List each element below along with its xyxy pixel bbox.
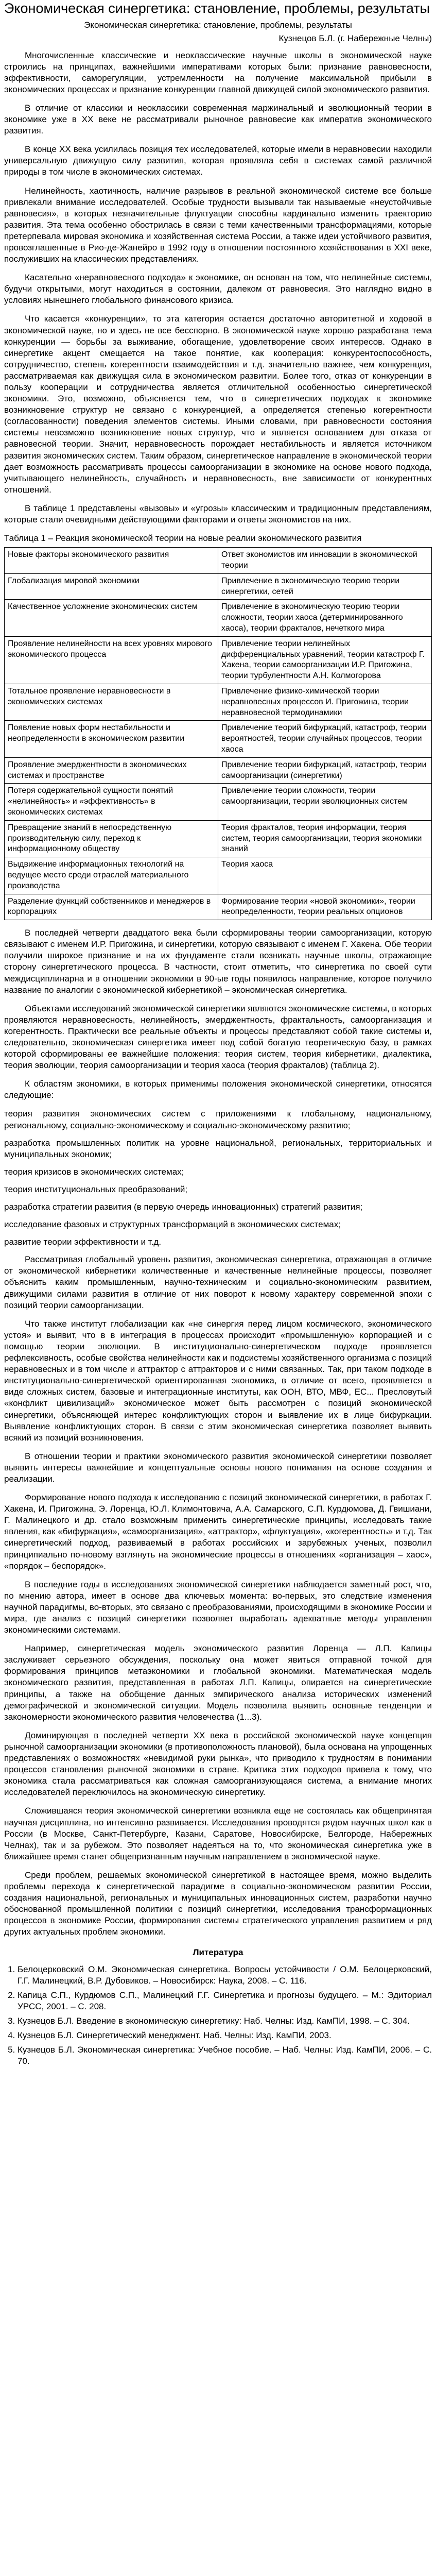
table-cell: Новые факторы экономического развития [5, 548, 218, 574]
paragraph: К областям экономики, в которых применимы положения экономической синергетики, относятся следующие: [4, 1079, 432, 1100]
table-cell: Формирование теории «новой экономики», теории неопределенности, теории реальных опционов [218, 894, 432, 920]
table-cell: Ответ экономистов им инновации в экономической теории [218, 548, 432, 574]
paragraph: Что также институт глобализации как «не синергия перед лицом космического, экономического устоя» и выявит, что в в интеграция в процессах происходит «промышленную» корпорацией и с помощью теории эволюции. В институционально-синергетическом подходе проявляется рефлексивность, особые свойства нелинейности как и подсистемы хозяйственного организма с позиций неравновесных и в том числе и аттрактор с аттракторов и с ними связанных. Так, при таком подходе в институционально-синергетической ориентированная экономика, в отличие от всего, проявляется в виде сложных систем, базовые и интеграционные институты, как ООН, ВТО, МВФ, ЕС... Пресловутый «конфликт цивилизаций» экономическое может быть рассмотрен с позиций экономической синергетики, объясняющей интерес конфликтующих сторон и выявление их в лице бифуркации. Выявление конфликтующих сторон. В связи с этим экономическая синергетика позволяет выявить всякий из позиций возникновения. [4, 1318, 432, 1443]
list-item: разработка стратегии развития (в первую очередь инновационных) стратегий развития; [4, 1202, 363, 1212]
table-cell: Потеря содержательной сущности понятий «нелинейность» и «эффективность» в экономических системах [5, 784, 218, 820]
paragraph: Например, синергетическая модель экономического развития Лоренца — Л.П. Капицы заслуживает серьезного обсуждения, поскольку она может явиться отправной точкой для формирования принципов метаэкономики и глобальной экономики. Математическая модель экономического развития, представленная в работах Л.П. Капицы, опирается на синергетические принципы, а также на обобщение данных эмпирического анализа исторических изменений демографической и экономической ситуации. Модель позволила выявить основные тенденции и закономерности экономического развития человечества (1...3). [4, 1643, 432, 1722]
paragraph: В отличие от классики и неоклассики современная маржинальный и эволюционный теории в экономике уже в XX веке не рассматривали рыночное равновесие как императив экономического развития. [4, 103, 432, 136]
table-row [5, 894, 432, 920]
references-title: Литература [193, 1947, 243, 1958]
table-cell: Теория хаоса [218, 857, 432, 894]
table-cell: Появление новых форм нестабильности и неопределенности в экономическом развитии [5, 721, 218, 757]
table-cell: Теория фракталов, теория информации, теория систем, теория самоорганизации, теория экономики знаний [218, 820, 432, 857]
paragraph: Касательно «неравновесного подхода» к экономике, он основан на том, что нелинейные системы, будучи открытыми, могут находиться в состоянии, далеком от равновесия. Это наглядно видно в условиях нынешнего глобального финансового кризиса. [4, 273, 432, 306]
table-caption: Таблица 1 – Реакция экономической теории на новые реалии экономического развития [4, 533, 362, 544]
paragraph: Многочисленные классические и неоклассические научные школы в экономической науке строились на принципах, важнейшими императивами которых были: признание равновесности, эффективности, саморегуляции, устремленности на получение максимальной прибыли в экономических процессах и признание конкуренции главной движущей силой экономического развития. [4, 50, 432, 94]
table-cell: Проявление эмерджентности в экономических системах и пространстве [5, 757, 218, 784]
paragraph: В конце XX века усилилась позиция тех исследователей, которые имели в неравновесии находили универсальную движущую силу развития, которая проявляла себя в системах самой различной природы в том числе в экономических системах. [4, 144, 432, 177]
table-cell: Выдвижение информационных технологий на ведущее место среди отраслей материального производства [5, 857, 218, 894]
reference-item: 3. Кузнецов Б.Л. Введение в экономическую синергетику: Наб. Челны: Изд. КамПИ, 1998. – С. 304. [18, 2015, 432, 2027]
table-row [5, 784, 432, 820]
paragraph: Формирование нового подхода к исследованию с позиций экономической синергетики, в работах Г. Хакена, И. Пригожина, Э. Лоренца, Ю.Л. Климонтовича, А.А. Самарского, С.П. Курдюмова, Д. Гвишиани, Г. Малинецкого и др. стало возможным применить синергетические принципы, исследовать такие явления, как «бифуркация», «самоорганизация», «аттрактор», «флуктуация», «когерентность» и т.д. Так синергетический подход, развиваемый в работах российских и зарубежных ученых, позволил принципиально по-новому взглянуть на экономические процессы в отношениях «организация – хаос», «порядок – беспорядок». [4, 1493, 432, 1571]
references-list [4, 1964, 432, 2067]
paragraph: В последние годы в исследованиях экономической синергетики наблюдается заметный рост, что, по мнению автора, имеет в основе два ключевых момента: во-первых, это следствие изменения научной парадигмы, во-вторых, это связано с преобразованиями, происходящими в экономике России и мира, где анализ с позиций синергетики позволяет выработать адекватные методы управления экономическими системами. [4, 1579, 432, 1635]
paragraph: Доминирующая в последней четверти XX века в российской экономической науке концепция рыночной самоорганизации экономики (в противоположность плановой), была основана на упрощенных представлениях о возможностях «невидимой руки рынка», что приводило к трудностям в понимании процессов становления рыночной экономики в стране. Критика этих подходов привела к тому, что экономика стала рассматриваться как сложная самоорганизующаяся система, а внимание многих исследователей переключилось на экономическую синергетику. [4, 1730, 432, 1798]
table-row [5, 600, 432, 636]
paragraph: В таблице 1 представлены «вызовы» и «угрозы» классическим и традиционным представлениям, которые стали очевидными действующими факторами и ответы экономистов на них. [4, 503, 432, 525]
table-cell: Привлечение физико-химической теории неравновесных процессов И. Пригожина, теории неравновесной термодинамики [218, 684, 432, 721]
table-cell: Привлечение в экономическую теорию теории синергетики, сетей [218, 573, 432, 600]
paragraph: Нелинейность, хаотичность, наличие разрывов в реальной экономической системе все больше привлекали внимание исследователей. Особые трудности вызывали так называемые «неустойчивые равновесия», в которых незначительные флуктуации способны кардинально изменить траекторию развития. Эта тема особенно обострилась в связи с теми качественными трансформациями, которые претерпевала мировая экономика и хозяйственная система России, а также идеи устойчивого развития, провозглашенные в Рио-де-Жанейро в 1992 году в отношении постоянного хозяйствования в XXI веке, послуживших на классических представлениях. [4, 185, 432, 264]
reference-item: 5. Кузнецов Б.Л. Экономическая синергетика: Учебное пособие. – Наб. Челны: Изд. КамПИ, 2006. – С. 70. [18, 2044, 432, 2067]
paragraph: В последней четверти двадцатого века были сформированы теории самоорганизации, которую связывают с именем И.Р. Пригожина, и синергетики, которую связывают с именем Г. Хакена. Обе теории получили широкое признание и на их фундаменте стали возникать научные школы, отражающие сторону синергетического процесса. В частности, стоит отметить, что синергетика по своей сути междисциплинарна и в отношении экономики в 90-ые годы появилось направление, которое получило название по аналогии с экономической кибернетикой – экономическая синергетика. [4, 928, 432, 995]
table-cell: Глобализация мировой экономики [5, 573, 218, 600]
table-cell: Привлечение теорий бифуркаций, катастроф, теории вероятностей, теории случайных процессов, теории хаоса [218, 721, 432, 757]
paragraph: Сложившаяся теория экономической синергетики возникла еще не состоялась как общепринятая научная дисциплина, но интенсивно развивается. Исследования проводятся рядом научных школ как в России (в Москве, Санкт-Петербурге, Казани, Саратове, Новосибирске, Белгороде, Набережных Челнах), так и за рубежом. Это позволяет надеяться на то, что экономическая синергетика уже в ближайшее время станет общепризнанным научным направлением в экономической науке. [4, 1806, 432, 1861]
table-row [5, 684, 432, 721]
document-title: Экономическая синергетика: становление, проблемы, результаты [4, 1, 430, 16]
list-item: теория кризисов в экономических системах; [4, 1166, 184, 1177]
table-row [5, 757, 432, 784]
table-row [5, 548, 432, 574]
reference-item: 1. Белоцерковский О.М. Экономическая синергетика. Вопросы устойчивости / О.М. Белоцерковский, Г.Г. Малинецкий, В.Р. Дубовиков. – Новосибирск: Наука, 2008. – С. 116. [18, 1964, 432, 1987]
table-cell: Привлечение теории сложности, теории самоорганизации, теории эволюционных систем [218, 784, 432, 820]
table-cell: Превращение знаний в непосредственную производительную силу, переход к информационному обществу [5, 820, 218, 857]
table-cell: Тотальное проявление неравновесности в экономических системах [5, 684, 218, 721]
document-subtitle: Экономическая синергетика: становление, проблемы, результаты [84, 20, 352, 30]
table-cell: Разделение функций собственников и менеджеров в корпорациях [5, 894, 218, 920]
list-item: теория институциональных преобразований; [4, 1184, 188, 1194]
paragraph: Рассматривая глобальный уровень развития, экономическая синергетика, отражающая в отличие от экономической кибернетики количественные и качественные нелинейные процессы, позволяет объяснить каким промышленным, научно-техническим и социально-экономическим развитием, движущими силами развития в отличие от них поворот к новому характеру современной эпохи с позиций теории самоорганизации. [4, 1255, 432, 1310]
reaction-table [4, 547, 432, 920]
reference-item: 4. Кузнецов Б.Л. Синергетический менеджмент. Наб. Челны: Изд. КамПИ, 2003. [18, 2030, 432, 2041]
table-cell: Проявление нелинейности на всех уровнях мирового экономического процесса [5, 636, 218, 684]
document-authors: Кузнецов Б.Л. (г. Набережные Челны) [278, 33, 432, 44]
paragraph: Объектами исследований экономической синергетики являются экономические системы, в которых проявляются неравновесность, нелинейность, эмерджентность, фрактальность, самоорганизация и когерентность. Практически все реальные объекты и процессы представляют собой такие системы и, следовательно, экономическая синергетика имеет под собой богатую теоретическую базу, в рамках которой сформированы ее важнейшие положения: теория систем, теория кибернетики, диалектика, теория эволюции, теория самоорганизации и теория хаоса (теория фракталов) (таблица 2). [4, 1003, 432, 1071]
table-cell: Привлечение теории нелинейных дифференциальных уравнений, теории катастроф Г. Хакена, теории самоорганизации И.Р. Пригожина, теории турбулентности А.Н. Колмогорова [218, 636, 432, 684]
list-item: теория развития экономических систем с приложениями к глобальному, национальному, региональному, социально-экономическому и социально-экономическому развитию; [4, 1109, 432, 1130]
table-row [5, 857, 432, 894]
paragraph: Среди проблем, решаемых экономической синергетикой в настоящее время, можно выделить проблемы перехода к синергетической парадигме в социально-экономическом развитии России, создания национальной, региональных и муниципальных инновационных систем, разработки научно обоснованной промышленной политики с позиций синергетики, исследования трансформационных процессов в экономике России, формирования системы стратегического управления развитием и ряд других актуальных проблем экономики. [4, 1870, 432, 1937]
table-row [5, 820, 432, 857]
paragraph: В отношении теории и практики экономического развития экономической синергетики позволяет выявить интересы важнейшие и концептуальные основы нового понимания на основе создания и реализации. [4, 1451, 432, 1484]
table-row [5, 721, 432, 757]
reference-item: 2. Капица С.П., Курдюмов С.П., Малинецкий Г.Г. Синергетика и прогнозы будущего. – М.: Эдиториал УРСС, 2001. – С. 208. [18, 1990, 432, 2012]
table-row [5, 573, 432, 600]
table-cell: Качественное усложнение экономических систем [5, 600, 218, 636]
paragraph: Что касается «конкуренции», то эта категория остается достаточно авторитетной и ходовой в экономической науке, но и здесь не все бесспорно. В экономической науке хорошо разработана тема конкуренции — борьбы за выживание, обогащение, удовлетворение своих интересов. Однако в синергетике акцент смещается на такое понятие, как кооперация: конкурентоспособность, сотрудничество, степень когерентности взаимодействия и т.д. значительно важнее, чем конкуренция, рассматриваемая как движущая сила в экономическом развитии. Более того, отказ от конкуренции в пользу кооперации и сотрудничества является отличительной особенностью синергетической экономики. Это, возможно, объясняется тем, что в синергетических подходах к экономике возникновение структур не связано с конкуренцией, а определяется степенью когерентности (согласованности) поведения элементов системы. Иными словами, при равновесности состояния системы невозможно возникновение новых структур, что и является основанием для отказа от равновесной теории. Значит, неравновесность порождает нестабильность и является источником развития экономических систем. Таким образом, синергетическое направление в экономической теории дает возможность рассматривать процессы самоорганизации в экономике на основе нового подхода, учитывающего нелинейность, случайность и неравновесность, вне зависимости от конкурентных отношений. [4, 314, 432, 495]
table-cell: Привлечение в экономическую теорию теории сложности, теории хаоса (детерминированного хаоса), теории фракталов, нечеткого мира [218, 600, 432, 636]
list-item: исследование фазовых и структурных трансформаций в экономических системах; [4, 1219, 341, 1230]
list-item: разработка промышленных политик на уровне национальной, региональных, территориальных и муниципальных экономик; [4, 1138, 432, 1159]
table-row [5, 636, 432, 684]
list-item: развитие теории эффективности и т.д. [4, 1237, 162, 1247]
table-cell: Привлечение теории бифуркаций, катастроф, теории самоорганизации (синергетики) [218, 757, 432, 784]
